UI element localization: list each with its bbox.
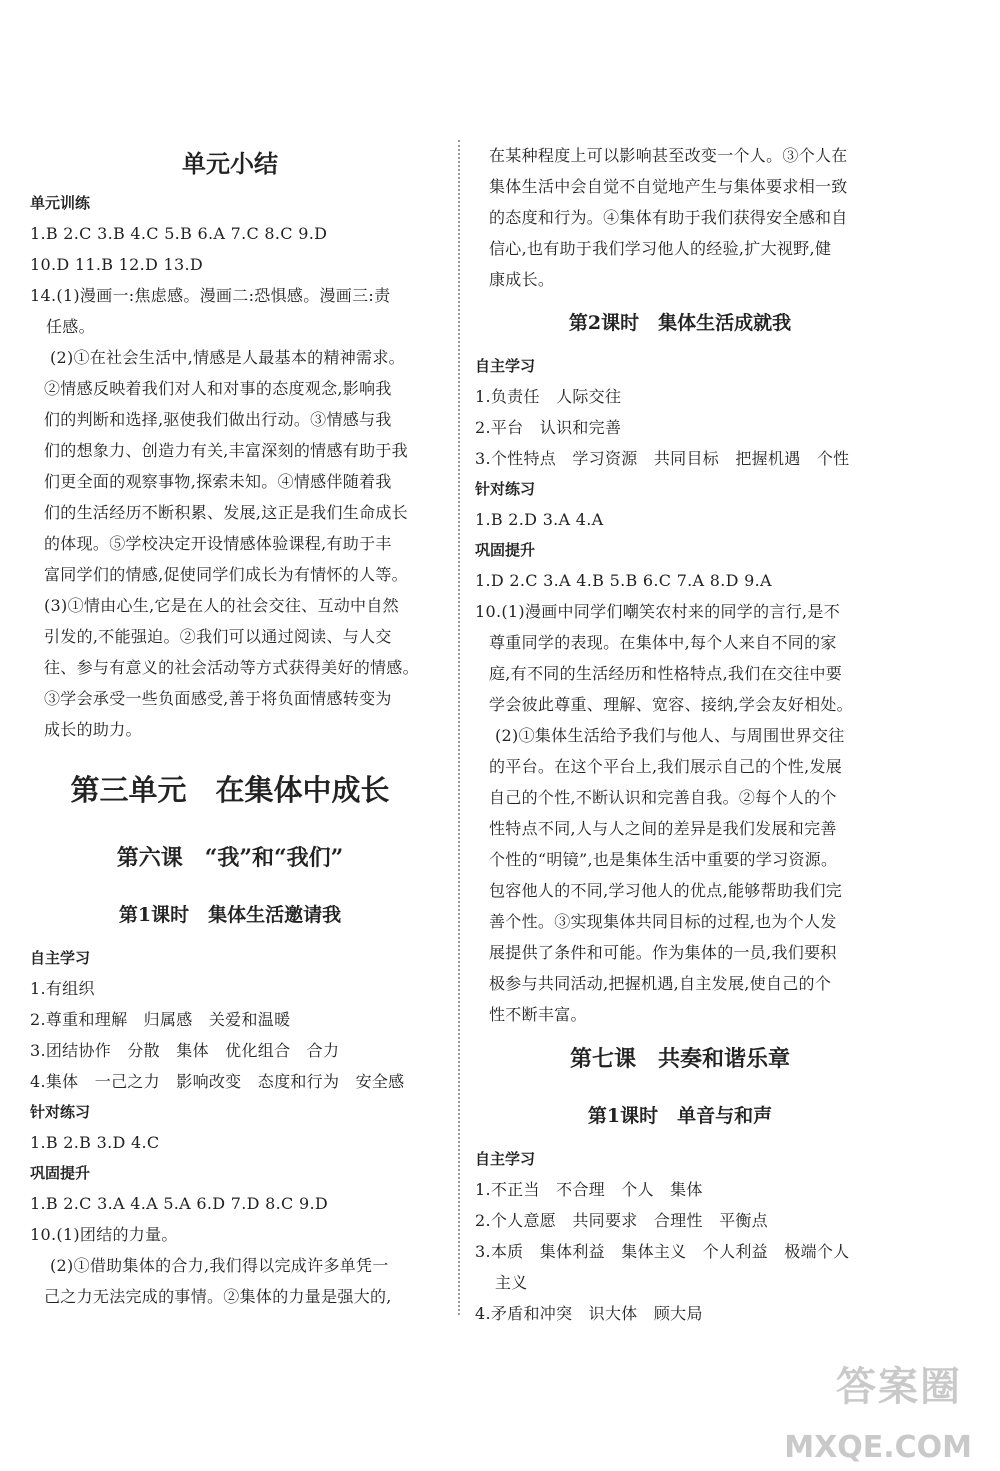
answer-line: 1.B 2.C 3.B 4.C 5.B 6.A 7.C 8.C 9.D	[30, 224, 328, 243]
answer-line: 尊重同学的表现。在集体中,每个人来自不同的家	[489, 633, 837, 652]
answer-line: 2.个人意愿 共同要求 合理性 平衡点	[475, 1211, 768, 1230]
answer-line: ②情感反映着我们对人和对事的态度观念,影响我	[44, 379, 392, 398]
answer-line: 们的想象力、创造力有关,丰富深刻的情感有助于我	[44, 441, 408, 460]
answer-line: 性不断丰富。	[489, 1005, 587, 1024]
answer-line: 1.B 2.B 3.D 4.C	[30, 1133, 160, 1152]
answer-line: 在某种程度上可以影响甚至改变一个人。③个人在	[489, 146, 848, 165]
period-one-title: 第1课时 集体生活邀请我	[118, 904, 342, 926]
consolidation-heading: 巩固提升	[475, 541, 536, 559]
answer-line: 1.D 2.C 3.A 4.B 5.B 6.C 7.A 8.D 9.A	[475, 571, 772, 590]
answer-line: 学会彼此尊重、理解、宽容、接纳,学会友好相处。	[489, 695, 853, 714]
answer-line: 2.尊重和理解 归属感 关爱和温暖	[30, 1010, 291, 1029]
answer-line: 们的生活经历不断积累、发展,这正是我们生命成长	[44, 503, 408, 522]
answer-line: 引发的,不能强迫。②我们可以通过阅读、与人交	[44, 627, 392, 646]
answer-line: 庭,有不同的生活经历和性格特点,我们在交往中要	[489, 664, 843, 683]
answer-line: 1.负责任 人际交往	[475, 387, 622, 406]
answer-line: 成长的助力。	[44, 720, 142, 739]
answer-line: 主义	[495, 1273, 528, 1292]
answer-line: 们的判断和选择,驱使我们做出行动。③情感与我	[44, 410, 392, 429]
answer-line: 的态度和行为。④集体有助于我们获得安全感和自	[489, 208, 848, 227]
answer-line: 集体生活中会自觉不自觉地产生与集体要求相一致	[489, 177, 848, 196]
watermark-logo: 答案圈	[836, 1364, 962, 1410]
targeted-practice-heading: 针对练习	[30, 1103, 91, 1121]
site-watermark	[772, 1355, 972, 1465]
column-divider	[458, 140, 460, 1315]
answer-line: 性特点不同,人与人之间的差异是我们发展和完善	[489, 819, 837, 838]
answer-line: 1.B 2.C 3.A 4.A 5.A 6.D 7.D 8.C 9.D	[30, 1194, 328, 1213]
answer-line: 信心,也有助于我们学习他人的经验,扩大视野,健	[489, 239, 832, 258]
answer-line: 3.本质 集体利益 集体主义 个人利益 极端个人	[475, 1242, 850, 1261]
answer-line: 自己的个性,不断认识和完善自我。②每个人的个	[489, 788, 837, 807]
answer-line: 10.(1)团结的力量。	[30, 1225, 178, 1244]
self-study-heading: 自主学习	[475, 1150, 536, 1168]
watermark-url: MXQE.COM	[784, 1430, 972, 1465]
answer-line: 富同学们的情感,促使同学们成长为有情怀的人等。	[44, 565, 408, 584]
unit-three-title: 第三单元 在集体中成长	[70, 773, 390, 807]
answer-line: 1.不正当 不合理 个人 集体	[475, 1180, 703, 1199]
answer-line: 任感。	[46, 317, 95, 336]
answer-line: 2.平台 认识和完善	[475, 418, 622, 437]
right-column	[475, 140, 885, 1329]
answer-line: 10.D 11.B 12.D 13.D	[30, 255, 203, 274]
period-two-title: 第2课时 集体生活成就我	[568, 312, 792, 334]
self-study-heading: 自主学习	[475, 357, 536, 375]
answer-line: 3.个性特点 学习资源 共同目标 把握机遇 个性	[475, 449, 850, 468]
answer-line: (3)①情由心生,它是在人的社会交往、互动中自然	[44, 596, 399, 615]
self-study-heading: 自主学习	[30, 949, 91, 967]
period-one-title: 第1课时 单音与和声	[587, 1105, 773, 1127]
answer-line: 的体现。⑤学校决定开设情感体验课程,有助于丰	[44, 534, 392, 553]
targeted-practice-heading: 针对练习	[475, 480, 536, 498]
answer-line: 们更全面的观察事物,探索未知。④情感伴随着我	[44, 472, 392, 491]
unit-summary-title: 单元小结	[182, 149, 278, 178]
answer-line: 4.矛盾和冲突 识大体 顾大局	[475, 1304, 703, 1323]
answer-line: 个性的“明镜”,也是集体生活中重要的学习资源。	[489, 850, 838, 869]
answer-line: 康成长。	[489, 270, 555, 289]
answer-line: 3.团结协作 分散 集体 优化组合 合力	[30, 1041, 340, 1060]
unit-training-heading: 单元训练	[30, 194, 91, 212]
answer-line: 包容他人的不同,学习他人的优点,能够帮助我们完	[489, 881, 843, 900]
answer-line: (2)①借助集体的合力,我们得以完成许多单凭一	[50, 1256, 389, 1275]
answer-line: 的平台。在这个平台上,我们展示自己的个性,发展	[489, 757, 843, 776]
answer-line: 10.(1)漫画中同学们嘲笑农村来的同学的言行,是不	[475, 602, 840, 621]
consolidation-heading: 巩固提升	[30, 1164, 91, 1182]
answer-line: 往、参与有意义的社会活动等方式获得美好的情感。	[44, 658, 419, 677]
answer-line: 展提供了条件和可能。作为集体的一员,我们要积	[489, 943, 837, 962]
lesson-six-title: 第六课 “我”和“我们”	[116, 845, 344, 871]
answer-line: 14.(1)漫画一:焦虑感。漫画二:恐惧感。漫画三:责	[30, 286, 391, 305]
answer-line: ③学会承受一些负面感受,善于将负面情感转变为	[44, 689, 392, 708]
lesson-seven-title: 第七课 共奏和谐乐章	[569, 1046, 790, 1072]
answer-line: 1.B 2.D 3.A 4.A	[475, 510, 604, 529]
answer-line: 极参与共同活动,把握机遇,自主发展,使自己的个	[489, 974, 832, 993]
answer-line: 1.有组织	[30, 979, 95, 998]
answer-line: 善个性。③实现集体共同目标的过程,也为个人发	[489, 912, 837, 931]
answer-line: 4.集体 一己之力 影响改变 态度和行为 安全感	[30, 1072, 405, 1091]
answer-line: (2)①集体生活给予我们与他人、与周围世界交往	[495, 726, 845, 745]
left-column	[30, 140, 430, 1312]
answer-line: (2)①在社会生活中,情感是人最基本的精神需求。	[50, 348, 405, 367]
answer-line: 己之力无法完成的事情。②集体的力量是强大的,	[44, 1287, 392, 1306]
